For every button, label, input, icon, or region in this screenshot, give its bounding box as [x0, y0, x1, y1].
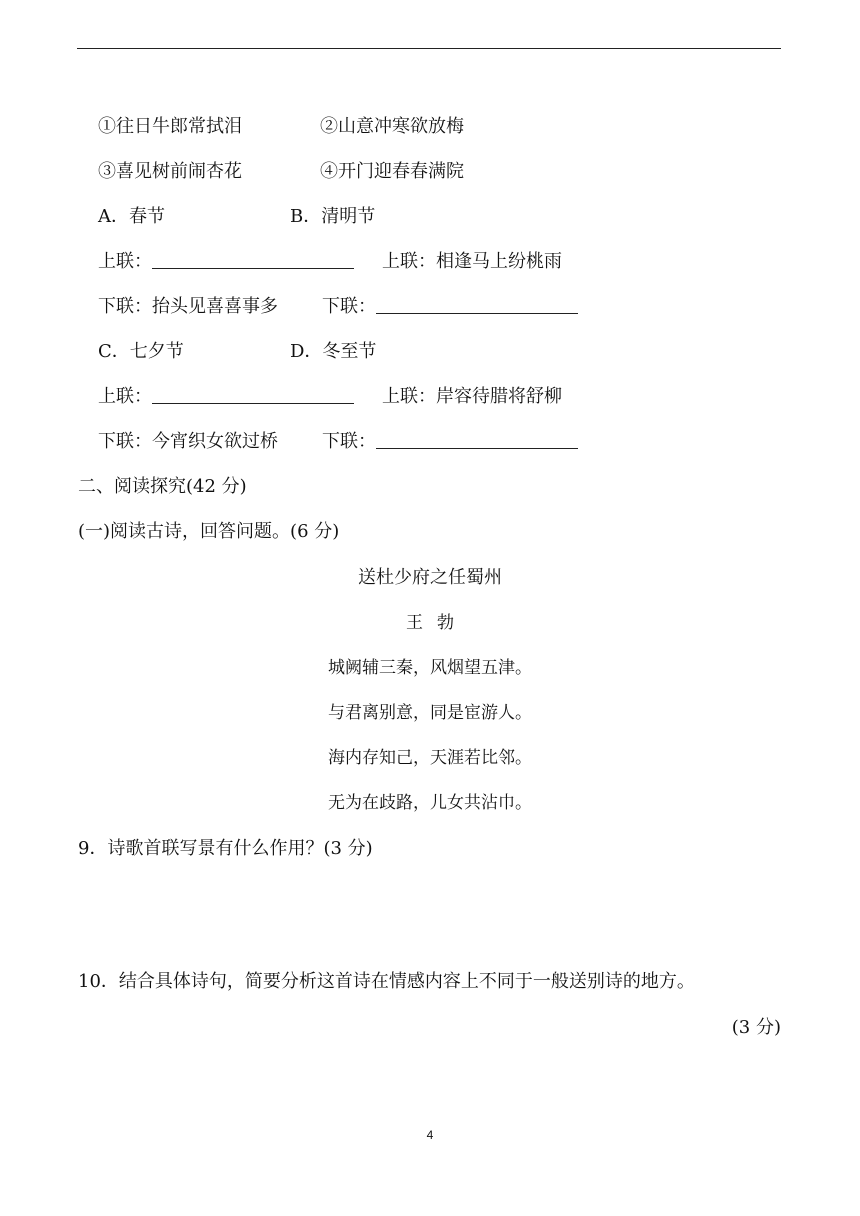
choice-3: ③喜见树前闹杏花 — [98, 161, 242, 182]
page-number: 4 — [426, 1128, 434, 1142]
option-a: A．春节 — [98, 206, 165, 227]
couplet-c-upper — [98, 385, 354, 409]
poem-line: 与君离别意，同是宦游人。 — [328, 703, 532, 723]
answer-blank[interactable] — [376, 295, 578, 314]
couplet-a-lower: 下联：抬头见喜喜事多 — [98, 296, 278, 317]
poem-title: 送杜少府之任蜀州 — [358, 567, 502, 588]
answer-blank[interactable] — [152, 250, 354, 269]
question-10: 10．结合具体诗句，简要分析这首诗在情感内容上不同于一般送别诗的地方。 — [78, 971, 695, 992]
question-9: 9．诗歌首联写景有什么作用？(3 分) — [78, 838, 373, 859]
question-10-score: (3 分) — [731, 1017, 781, 1038]
couplet-a-upper — [98, 250, 354, 274]
section-heading: 二、阅读探究(42 分) — [78, 476, 247, 497]
poem-line: 无为在歧路，儿女共沾巾。 — [328, 793, 532, 813]
part-heading: (一)阅读古诗，回答问题。(6 分) — [78, 521, 340, 542]
upper-label: 上联： — [98, 251, 152, 272]
lower-label: 下联： — [322, 431, 376, 452]
header-rule — [77, 48, 781, 49]
answer-blank[interactable] — [376, 430, 578, 449]
couplet-c-lower: 下联：今宵织女欲过桥 — [98, 431, 278, 452]
couplet-d-upper: 上联：岸容待腊将舒柳 — [382, 386, 562, 407]
poem-author: 王勃 — [406, 613, 468, 633]
couplet-b-upper: 上联：相逢马上纷桃雨 — [382, 251, 562, 272]
poem-line: 海内存知己，天涯若比邻。 — [328, 748, 532, 768]
couplet-b-lower — [322, 295, 578, 319]
answer-blank[interactable] — [152, 385, 354, 404]
couplet-d-lower — [322, 430, 578, 454]
choice-2: ②山意冲寒欲放梅 — [320, 116, 464, 137]
poem-line: 城阙辅三秦，风烟望五津。 — [328, 658, 532, 678]
option-d: D．冬至节 — [290, 341, 377, 362]
choice-4: ④开门迎春春满院 — [320, 161, 464, 182]
lower-label: 下联： — [322, 296, 376, 317]
upper-label: 上联： — [98, 386, 152, 407]
option-c: C．七夕节 — [98, 341, 184, 362]
choice-1: ①往日牛郎常拭泪 — [98, 116, 242, 137]
option-b: B．清明节 — [290, 206, 376, 227]
